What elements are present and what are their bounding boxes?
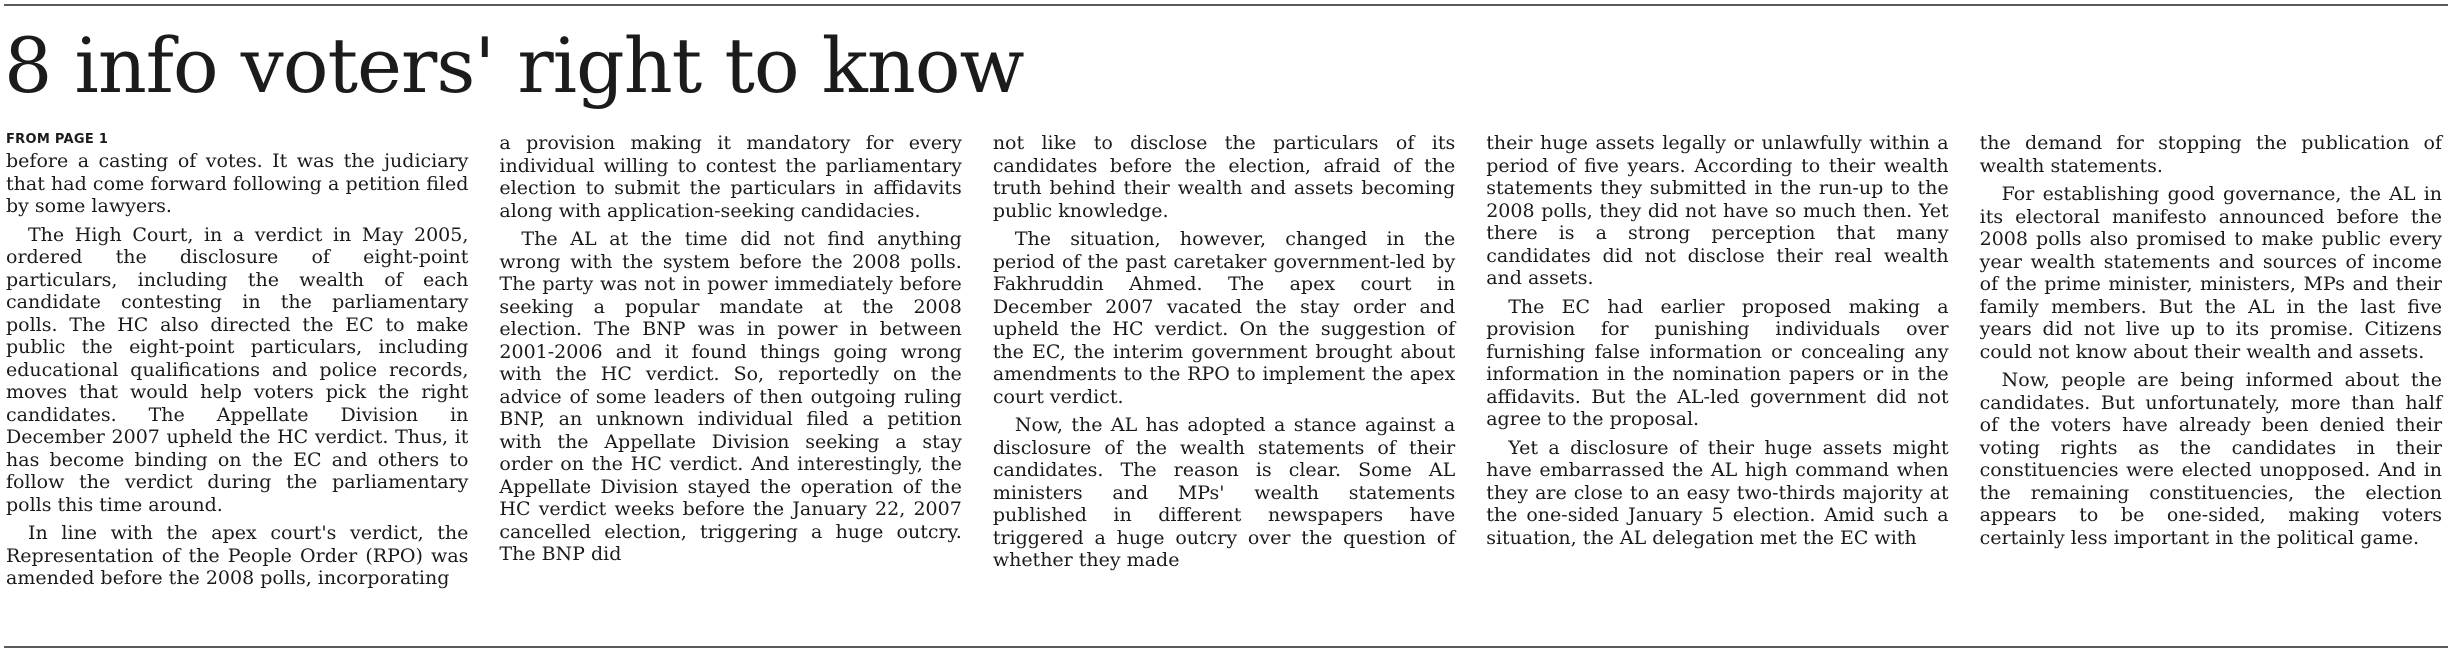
paragraph: For establishing good governance, the AL in its electoral manifesto announced before the 2008 polls also promised to make public every year wealth statements and sources of income of the prime minister, ministers, MPs and their family members. But the AL in the last five years did not live up to its promise. Citizens could not know about their wealth and assets. <box>1979 183 2443 363</box>
column-2 <box>499 132 961 640</box>
column-5 <box>1980 132 2442 640</box>
bottom-rule <box>4 646 2448 648</box>
paragraph: a provision making it mandatory for every individual willing to contest the parliamentary election to submit the particulars in affidavits along with application-seeking candidacies. <box>499 132 962 222</box>
paragraph: Now, people are being informed about the candidates. But unfortunately, more than half of the voters have already been denied their voting rights as the candidates in their constituencies were elected unopposed. And in the remaining constituencies, the election appears to be one-sided, making voters certainly less important in the political game. <box>1979 369 2443 549</box>
paragraph: not like to disclose the particulars of its candidates before the election, afraid of the truth behind their wealth and assets becoming public knowledge. <box>992 132 1456 222</box>
paragraph: their huge assets legally or unlawfully within a period of five years. According to their wealth statements they submitted in the run-up to the 2008 polls, they did not have so much then. Yet there is a strong perception that many candidates did not disclose their real wealth and assets. <box>1486 132 1949 289</box>
paragraph: Now, the AL has adopted a stance against a disclosure of the wealth statements of their candidates. The reason is clear. Some AL ministers and MPs' wealth statements published in different newspapers have triggered a huge outcry over the question of whether they made <box>992 414 1456 571</box>
paragraph: The High Court, in a verdict in May 2005, ordered the disclosure of eight-point particulars, including the wealth of each candidate contesting in the parliamentary polls. The HC also directed the EC to make public the eight-point particulars, including educational qualifications and police records, moves that would help voters pick the right candidates. The Appellate Division in December 2007 upheld the HC verdict. Thus, it has become binding on the EC and others to follow the verdict during the parliamentary polls this time around. <box>6 223 469 516</box>
headline: 8 info voters' right to know <box>4 21 1024 110</box>
paragraph: The AL at the time did not find anything wrong with the system before the 2008 polls. The party was not in power immediately before seeking a popular mandate at the 2008 election. The BNP was in power in between 2001-2006 and it found things going wrong with the HC verdict. So, reportedly on the advice of some leaders of then outgoing ruling BNP, an unknown individual filed a petition with the Appellate Division seeking a stay order on the HC verdict. And interestingly, the Appellate Division stayed the operation of the HC verdict weeks before the January 22, 2007 cancelled election, triggering a huge outcry. The BNP did <box>499 228 962 565</box>
paragraph: The situation, however, changed in the period of the past caretaker government-led by Fakhruddin Ahmed. The apex court in December 2007 vacated the stay order and upheld the HC verdict. On the suggestion of the EC, the interim government brought about amendments to the RPO to implement the apex court verdict. <box>992 228 1456 408</box>
paragraph: before a casting of votes. It was the judiciary that had come forward following a petition filed by some lawyers. <box>6 150 469 217</box>
column-4 <box>1486 132 1948 640</box>
article-body <box>6 132 2442 640</box>
paragraph: The EC had earlier proposed making a provision for punishing individuals over furnishing false information or concealing any information in the nomination papers or in the affidavits. But the AL-led government did not agree to the proposal. <box>1486 295 1949 430</box>
paragraph: Yet a disclosure of their huge assets might have embarrassed the AL high command when they are close to an easy two-thirds majority at the one-sided January 5 election. Amid such a situation, the AL delegation met the EC with <box>1486 436 1949 549</box>
paragraph: the demand for stopping the publication of wealth statements. <box>1979 132 2443 177</box>
column-3 <box>993 132 1455 640</box>
column-1 <box>6 132 468 640</box>
top-rule <box>4 4 2448 6</box>
continued-from-label: FROM PAGE 1 <box>6 132 109 147</box>
paragraph: In line with the apex court's verdict, the Representation of the People Order (RPO) was amended before the 2008 polls, incorporating <box>6 522 469 589</box>
